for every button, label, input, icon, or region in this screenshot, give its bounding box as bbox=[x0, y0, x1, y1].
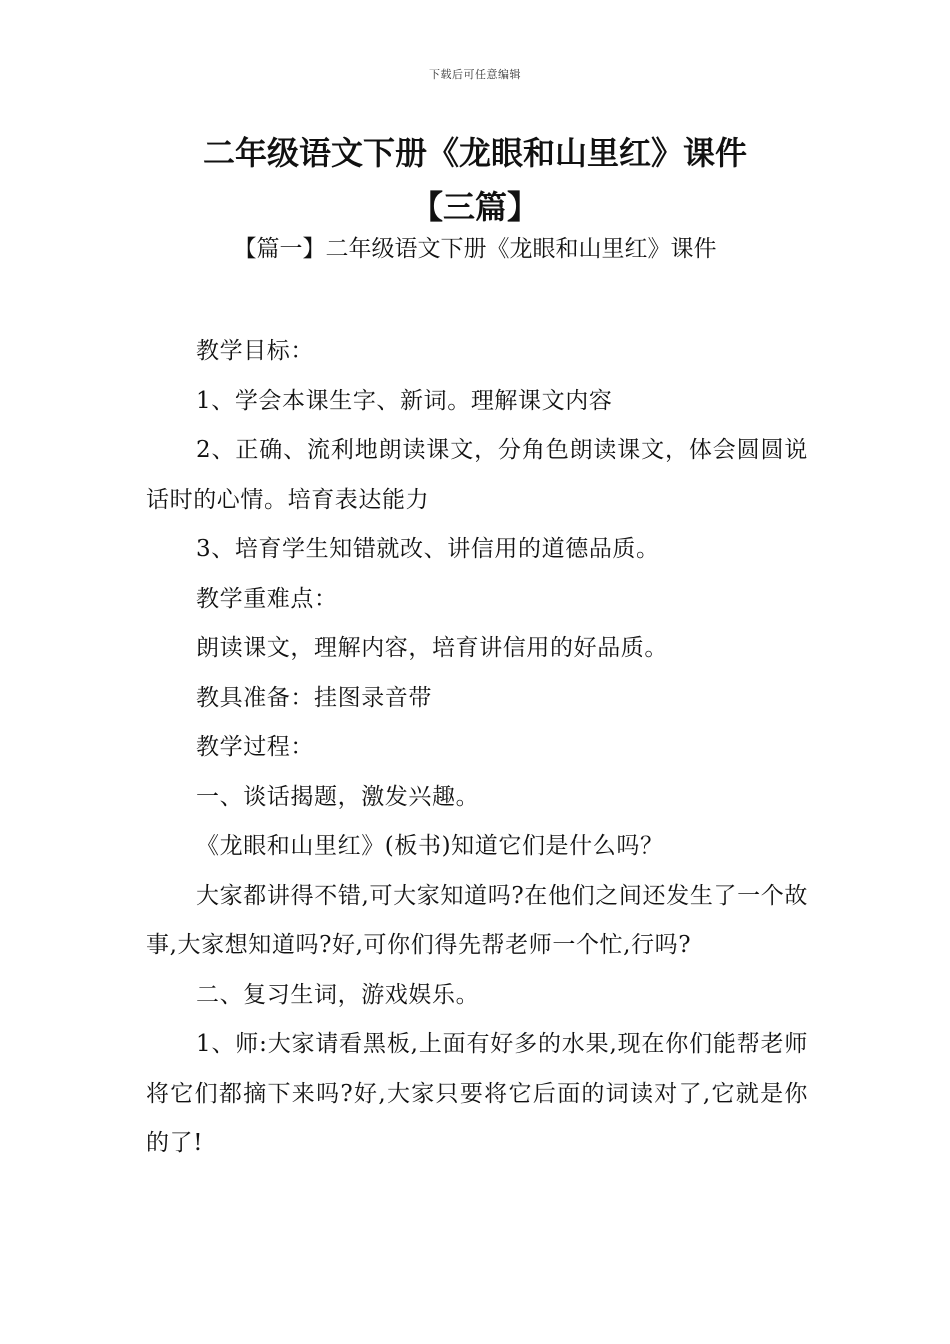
paragraph: 大家都讲得不错,可大家知道吗?在他们之间还发生了一个故事,大家想知道吗?好,可你们得先帮老师一个忙,行吗? bbox=[146, 882, 808, 958]
paragraph: 《龙眼和山里红》(板书)知道它们是什么吗？ bbox=[196, 833, 664, 859]
title-line-2: 【三篇】 bbox=[410, 188, 539, 226]
header-note: 下载后可任意编辑 bbox=[429, 68, 521, 81]
paragraph: 二、复习生词，游戏娱乐。 bbox=[196, 981, 480, 1008]
section-heading: 【篇一】二年级语文下册《龙眼和山里红》课件 bbox=[233, 236, 717, 262]
title-line-1: 二年级语文下册《龙眼和山里红》课件 bbox=[202, 134, 747, 172]
paragraph: 1、师:大家请看黑板,上面有好多的水果,现在你们能帮老师将它们都摘下来吗?好,大家只要将它后面的词读对了,它就是你的了! bbox=[146, 1031, 808, 1156]
paragraph: 1、学会本课生字、新词。理解课文内容 bbox=[196, 387, 613, 414]
paragraph: 教学重难点： bbox=[196, 585, 338, 612]
paragraph: 3、培育学生知错就改、讲信用的道德品质。 bbox=[196, 536, 660, 562]
document-title bbox=[60, 126, 890, 234]
document-body bbox=[146, 327, 808, 1169]
paragraph: 2、正确、流利地朗读课文，分角色朗读课文，体会圆圆说话时的心情。培育表达能力 bbox=[146, 437, 808, 513]
paragraph: 教具准备：挂图录音带 bbox=[196, 684, 432, 711]
paragraph: 一、谈话揭题，激发兴趣。 bbox=[196, 783, 480, 810]
paragraph: 教学目标： bbox=[196, 338, 314, 364]
paragraph: 教学过程： bbox=[196, 734, 314, 760]
paragraph: 朗读课文，理解内容，培育讲信用的好品质。 bbox=[196, 635, 668, 661]
